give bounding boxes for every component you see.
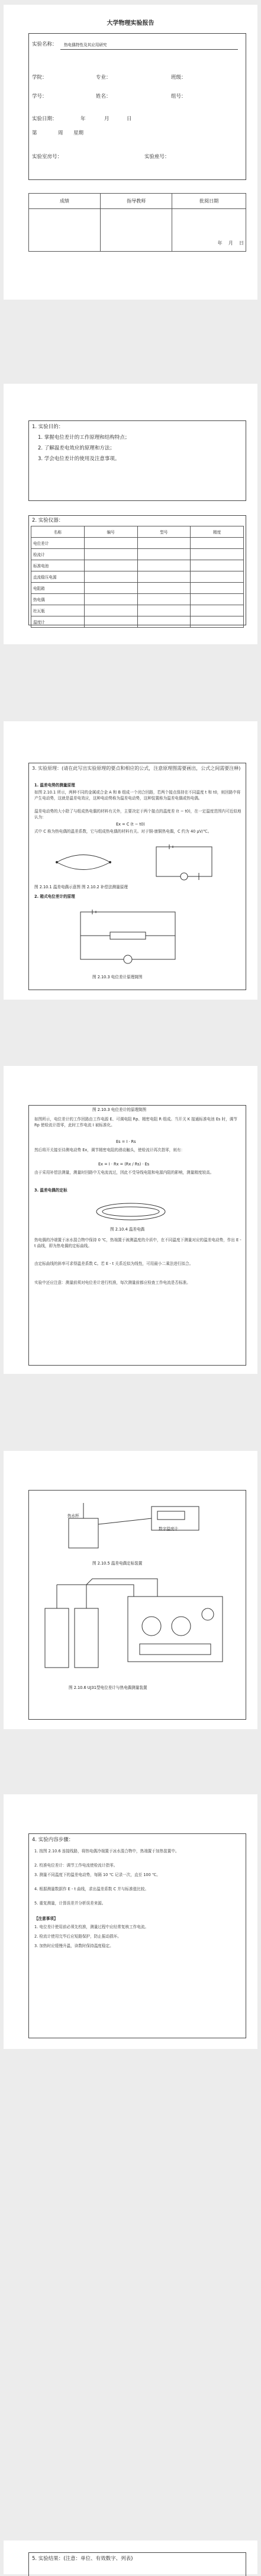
section4-title: 4. 实验内容步骤： <box>32 1837 74 1843</box>
continued-sub1: 3. 温差电偶的定标 <box>34 1188 67 1193</box>
continued-p6: 实验中还应注意：测量前须对电位差计进行校准，每次测量前都应检查工作电流是否标准。 <box>34 1280 191 1285</box>
week-unit: 周 <box>58 130 63 136</box>
grade-date-cell <box>172 209 246 252</box>
date-year: 年 <box>80 116 86 122</box>
note-line-1: 1. 电位差计使用前必须先校准，测量过程中应经常复核工作电流。 <box>34 1925 149 1929</box>
experiment-name-value: 热电偶特性及其应用研究 <box>64 43 107 47</box>
thermocouple-diagram <box>51 844 116 880</box>
procedure-line-5: 5. 重复测量，计算误差并分析误差来源。 <box>34 1901 106 1906</box>
instrument-row-name: 直流稳压电源 <box>31 571 85 583</box>
note-line-2: 2. 检流计使用完毕后应短路保护，防止振动损坏。 <box>34 1934 121 1939</box>
instrument-table <box>31 526 244 628</box>
purpose-item-3: 3. 学会电位差计的使用及注意事项。 <box>38 456 120 462</box>
name-underline <box>60 49 238 50</box>
apparatus-label-b: 数字温度计 <box>159 1527 178 1531</box>
weekday-label: 星期 <box>73 130 84 136</box>
note-line-3: 3. 加热时应缓慢升温，读数时保持温度稳定。 <box>34 1944 114 1948</box>
instrument-row-name: 热电偶 <box>31 594 85 605</box>
principle-sub1: 1. 温差电势的测量原理 <box>34 783 75 788</box>
instrument-row-name: 标准电池 <box>31 560 85 571</box>
continued-p3: 由于采用补偿法测量，测量时回路中无电流流过，因此不受导线电阻和电源内阻的影响，测量精度较高。 <box>34 1170 214 1175</box>
field-name: 姓名： <box>96 94 111 99</box>
seat-label: 实验座号： <box>144 154 170 160</box>
field-group: 组号： <box>171 94 186 99</box>
fig1-caption: 图 2.10.1 温差电偶示意图 图 2.10.2 补偿法测量原理 <box>34 885 128 889</box>
potentiometer-diagram <box>69 906 187 971</box>
section3-title: 3. 实验原理：(请在此写出实验原理的要点和相应的公式，注意原理图需要画出，公式之间需要注释) <box>32 766 241 771</box>
instrument-row-name: 温度计 <box>31 616 85 628</box>
field-major: 专业： <box>96 75 111 81</box>
grade-header-date: 批阅日期 <box>172 194 246 209</box>
date-label: 实验日期： <box>32 116 57 122</box>
procedure-line-1: 1. 按图 2.10.6 连接线路，将热电偶冷端置于冰水混合物中，热端置于加热装置中。 <box>34 1849 179 1854</box>
experiment-name-label: 实验名称： <box>32 41 57 47</box>
purpose-page <box>4 384 257 644</box>
apparatus-page <box>4 1451 257 1729</box>
grade-header-teacher: 指导教师 <box>101 194 172 209</box>
principle-continued-box <box>28 1105 246 1366</box>
report-title: 大学物理实验报告 <box>107 20 154 27</box>
principle-continued-page <box>4 1066 257 1374</box>
continued-p2: 然后将开关接至待测电动势 Ex，调节精密电阻的滑动触头，使检流计再次指零，则有： <box>34 1148 185 1152</box>
purpose-item-1: 1. 掌握电位差计的工作原理和结构特点； <box>38 435 130 441</box>
apparatus-label-a: 热水杯 <box>67 1514 79 1518</box>
field-class: 班级： <box>171 75 186 81</box>
continued-caption-top: 图 2.10.3 电位差计的原理简图 <box>92 1107 147 1112</box>
procedure-line-2: 2. 校准电位差计：调节工作电流使检流计指零。 <box>34 1863 118 1868</box>
grade-score-cell <box>29 209 101 252</box>
apparatus-caption-a: 图 2.10.5 温差电偶定标装置 <box>92 1561 143 1566</box>
continued-fig-caption: 图 2.10.4 温差电偶 <box>110 1227 145 1232</box>
principle-p3: 式中 C 称为热电偶的温差系数，它与组成热电偶的材料有关。对于铜-康铜热电偶，C 约为 40 μV/℃。 <box>34 829 212 834</box>
principle-p1: 如图 2.10.1 所示，两种不同的金属或合金 A 和 B 组成一个闭合回路，若两个接点保持在不同温度 t 和 t0，则回路中将产生电动势，这就是温差电效应，这种电动势称为温差电动势，这种装置称为温差电偶或热电偶。 <box>34 790 241 801</box>
apparatus-caption-b: 图 2.10.6 UJ31型电位差计与热电偶测量装置 <box>69 1685 147 1690</box>
instrument-header-id: 编号 <box>84 526 137 538</box>
section2-title: 2. 实验仪器： <box>32 518 64 523</box>
principle-p2: 温差电动势的大小除了与组成热电偶的材料有关外，主要决定于两个接点的温度差 (t − t0)，在一定温度范围内可近似地认为： <box>34 809 241 820</box>
thermocouple-wire-diagram <box>92 1199 169 1225</box>
field-college: 学院： <box>32 75 47 81</box>
date-day: 日 <box>127 116 132 122</box>
room-label: 实验室房号： <box>32 154 63 160</box>
grade-date-month: 月 <box>228 240 233 246</box>
continued-formula2: Ex = I · Rx = (Rx / Rs) · Es <box>98 1162 150 1167</box>
field-student-id: 学号： <box>32 94 47 99</box>
grade-header-score: 成绩 <box>29 194 101 209</box>
principle-sub2: 2. 箱式电位差计的原理 <box>34 894 75 899</box>
instrument-header-name: 名称 <box>31 526 85 538</box>
section1-title: 1. 实验目的： <box>32 424 64 430</box>
instrument-header-model: 型号 <box>137 526 191 538</box>
continued-p1: 如图所示，电位差计的工作回路由工作电源 E、可调电阻 Rp、精密电阻 R 组成。当开关 K 接通标准电池 Es 时，调节 Rp 使检流计指零，此时工作电流 I 被标准化。 <box>34 1117 237 1128</box>
procedure-line-3: 3. 测量不同温度下的温差电动势，每隔 10 ℃ 记录一次，直至 100 ℃。 <box>34 1872 160 1877</box>
purpose-item-2: 2. 了解温差电效应的原理和方法； <box>38 445 115 451</box>
instrument-row-name: 检流计 <box>31 549 85 560</box>
instrument-row-name: 杜瓦瓶 <box>31 605 85 616</box>
procedure-page <box>4 1794 257 2049</box>
principle-formula1: Ex = C (t − t0) <box>116 822 145 827</box>
grade-date-year: 年 <box>217 240 223 246</box>
continued-formula1: Es = I · Rs <box>116 1139 136 1144</box>
fig3-caption: 图 2.10.3 电位差计原理简图 <box>92 975 143 979</box>
section5-title: 5. 实验结果：(注意：单位、有效数字、列表) <box>32 2556 133 2562</box>
results-page <box>4 2540 257 2574</box>
grade-date-day: 日 <box>239 240 244 246</box>
calibration-apparatus-drawing <box>63 1501 205 1557</box>
cover-page <box>4 5 257 300</box>
grade-table <box>28 193 246 252</box>
continued-p5: 由定标曲线的斜率可求得温差系数 C。若 E - t 关系近似为线性，可用最小二乘法进行拟合。 <box>34 1261 194 1266</box>
compensation-circuit-diagram <box>152 842 217 881</box>
notes-title: 【注意事项】 <box>34 1916 58 1921</box>
instrument-row-name: 电位差计 <box>31 538 85 549</box>
instrument-header-precision: 精度 <box>191 526 244 538</box>
grade-teacher-cell <box>101 209 172 252</box>
date-month: 月 <box>104 116 109 122</box>
procedure-line-4: 4. 根据测量数据作 E - t 曲线，求出温差系数 C 并与标准值比较。 <box>34 1887 149 1891</box>
instrument-row-name: 电阻箱 <box>31 583 85 594</box>
potentiometer-setup-drawing <box>39 1573 228 1679</box>
principle-page <box>4 721 257 1000</box>
continued-p4: 热电偶的冷端置于冰水混合物中保持 0 ℃，热端置于被测温度的介质中，在不同温度下测量对应的温差电动势，作出 E - t 曲线，即为热电偶的定标曲线。 <box>34 1238 241 1248</box>
week-prefix: 第 <box>32 130 37 136</box>
